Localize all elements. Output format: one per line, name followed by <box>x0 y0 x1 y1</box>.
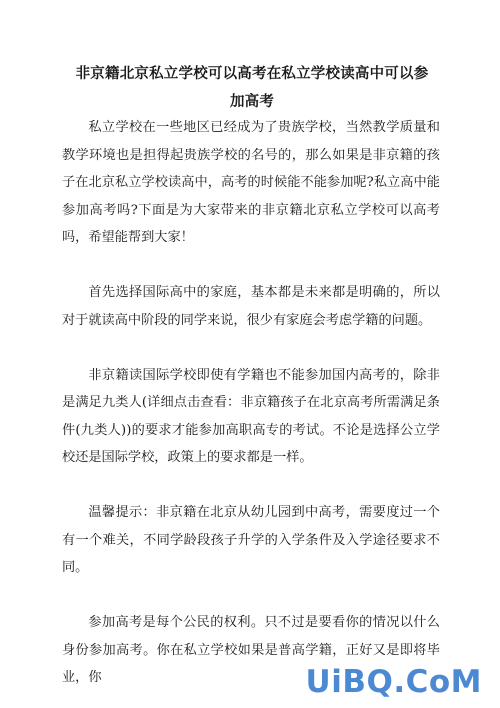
paragraph-1: 私立学校在一些地区已经成为了贵族学校，当然教学质量和教学环境也是担得起贵族学校的名号的，那么如果是非京籍的孩子在北京私立学校读高中，高考的时候能不能参加呢?私立高中能参加高考吗?下面是为大家带来的非京籍北京私立学校可以高考吗，希望能帮到大家！ <box>62 120 440 245</box>
paragraph-4: 温馨提示：非京籍在北京从幼儿园到中高考，需要度过一个有一个难关，不同学龄段孩子升学的入学条件及入学途径要求不同。 <box>62 505 440 575</box>
document-body <box>62 114 440 692</box>
paragraph-5: 参加高考是每个公民的权利。只不过是要看你的情况以什么身份参加高考。你在私立学校如果是普高学籍，正好又是即将毕业，你 <box>62 615 440 685</box>
site-watermark: UiBQ.CoM <box>305 664 482 700</box>
paragraph-2: 首先选择国际高中的家庭，基本都是未来都是明确的，所以对于就读高中阶段的同学来说，很少有家庭会考虑学籍的问题。 <box>62 285 440 328</box>
paragraph-3: 非京籍读国际学校即使有学籍也不能参加国内高考的，除非是满足九类人(详细点击查看：非京籍孩子在北京高考所需满足条件(九类人))的要求才能参加高职高专的考试。不论是选择公立学校还是国际学校，政策上的要求都是一样。 <box>62 367 440 465</box>
document-title: 非京籍北京私立学校可以高考在私立学校读高中可以参加高考 <box>75 65 429 110</box>
